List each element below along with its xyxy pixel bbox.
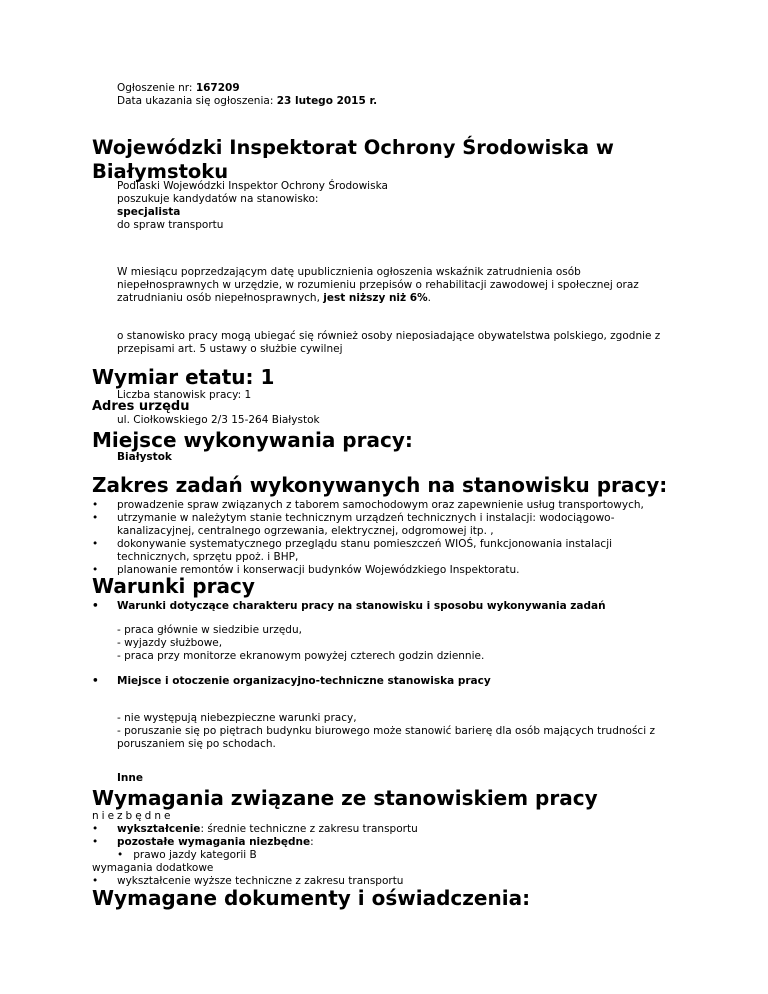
bullet-icon: • [92, 512, 99, 524]
address-heading: Adres urzędu [92, 399, 190, 414]
bullet-icon: • [92, 564, 99, 576]
required-label: niezbędne [92, 810, 174, 822]
ad-date: 23 lutego 2015 r. [276, 95, 378, 107]
list-item: • wykształcenie wyższe techniczne z zakresu transportu [92, 875, 404, 887]
duties-list [92, 499, 682, 577]
list-item: • prowadzenie spraw związanych z taborem samochodowym oraz zapewnienie usług transportowych, [92, 499, 644, 511]
ad-number: 167209 [195, 82, 240, 94]
license-item: • prawo jazdy kategorii B [117, 849, 257, 861]
bullet-icon: • [92, 836, 99, 848]
ad-header [117, 82, 377, 108]
bullet-icon: • [92, 675, 99, 687]
list-item: • wykształcenie: średnie techniczne z zakresu transportu [92, 823, 418, 835]
section-wymagania-heading: Wymagania związane ze stanowiskiem pracy [92, 786, 598, 810]
office-address: ul. Ciołkowskiego 2/3 15-264 Białystok [117, 414, 320, 426]
requirements-list [92, 823, 682, 849]
list-item: • Miejsce i otoczenie organizacyjno-techniczne stanowiska pracy [92, 675, 491, 687]
ad-number-line: Ogłoszenie nr: 167209 [117, 82, 240, 94]
bullet-icon: • [92, 538, 99, 550]
list-item: • dokonywanie systematycznego przeglądu stanu pomieszczeń WIOŚ, funkcjonowania instalacji technicznych, sprzętu ppoż. i BHP, [92, 538, 613, 563]
section-wymiar-heading: Wymiar etatu: 1 [92, 365, 275, 389]
list-item: • utrzymanie w należytym stanie technicznym urządzeń technicznych i instalacji: wodociągowo-kanalizacyjnej, centralnego ogrzewania, elektrycznej, odgromowej itp. , [92, 512, 615, 537]
citizenship-notice: o stanowisko pracy mogą ubiegać się również osoby nieposiadające obywatelstwa polskiego, zgodnie z przepisami art. 5 ustawy o służbie cywilnej [117, 330, 661, 355]
org-line-1: Podlaski Wojewódzki Inspektor Ochrony Środowiska [117, 180, 388, 192]
org-line-2: poszukuje kandydatów na stanowisko: [117, 193, 319, 205]
position-title: specjalista [117, 206, 181, 218]
bullet-icon: • [92, 875, 99, 887]
positions-count: Liczba stanowisk pracy: 1 [117, 389, 252, 401]
additional-label: wymagania dodatkowe [92, 862, 214, 874]
section-miejsce-heading: Miejsce wykonywania pracy: [92, 428, 413, 452]
section-dokumenty-heading: Wymagane dokumenty i oświadczenia: [92, 886, 531, 910]
bullet-icon: • [117, 849, 124, 861]
section-warunki-heading: Warunki pracy [92, 574, 255, 598]
ad-date-line: Data ukazania się ogłoszenia: 23 lutego 2015 r. [117, 95, 378, 107]
organization-info [117, 180, 388, 232]
disability-notice: W miesiącu poprzedzającym datę upublicznienia ogłoszenia wskaźnik zatrudnienia osób niepełnosprawnych w urzędzie, w rozumieniu przepisów o rehabilitacji zawodowej i społecznej oraz zatrudnianiu osób niepełnosprawnych, jest niższy niż 6%. [117, 266, 639, 304]
section-zakres-heading: Zakres zadań wykonywanych na stanowisku pracy: [92, 473, 668, 497]
list-item: • planowanie remontów i konserwacji budynków Wojewódzkiego Inspektoratu. [92, 564, 520, 576]
bullet-icon: • [92, 600, 99, 612]
position-detail: do spraw transportu [117, 219, 224, 231]
other-label: Inne [117, 772, 143, 784]
list-item: • Warunki dotyczące charakteru pracy na stanowisku i sposobu wykonywania zadań [92, 600, 606, 612]
bullet-icon: • [92, 823, 99, 835]
conditions-group-1 [92, 600, 682, 613]
conditions-group-1-details: - praca głównie w siedzibie urzędu, - wyjazdy służbowe, - praca przy monitorze ekranowym powyżej czterech godzin dziennie. [117, 624, 485, 662]
conditions-group-2-details: - nie występują niebezpieczne warunki pracy, - poruszanie się po piętrach budynku biurowego może stanowić barierę dla osób mających trudności z poruszaniem się po schodach. [117, 712, 655, 750]
bullet-icon: • [92, 499, 99, 511]
list-item: • pozostałe wymagania niezbędne: [92, 836, 314, 848]
organization-title: Wojewódzki Inspektorat Ochrony Środowiska w Białymstoku [92, 136, 614, 183]
work-city: Białystok [117, 451, 172, 463]
conditions-group-2 [92, 675, 682, 688]
